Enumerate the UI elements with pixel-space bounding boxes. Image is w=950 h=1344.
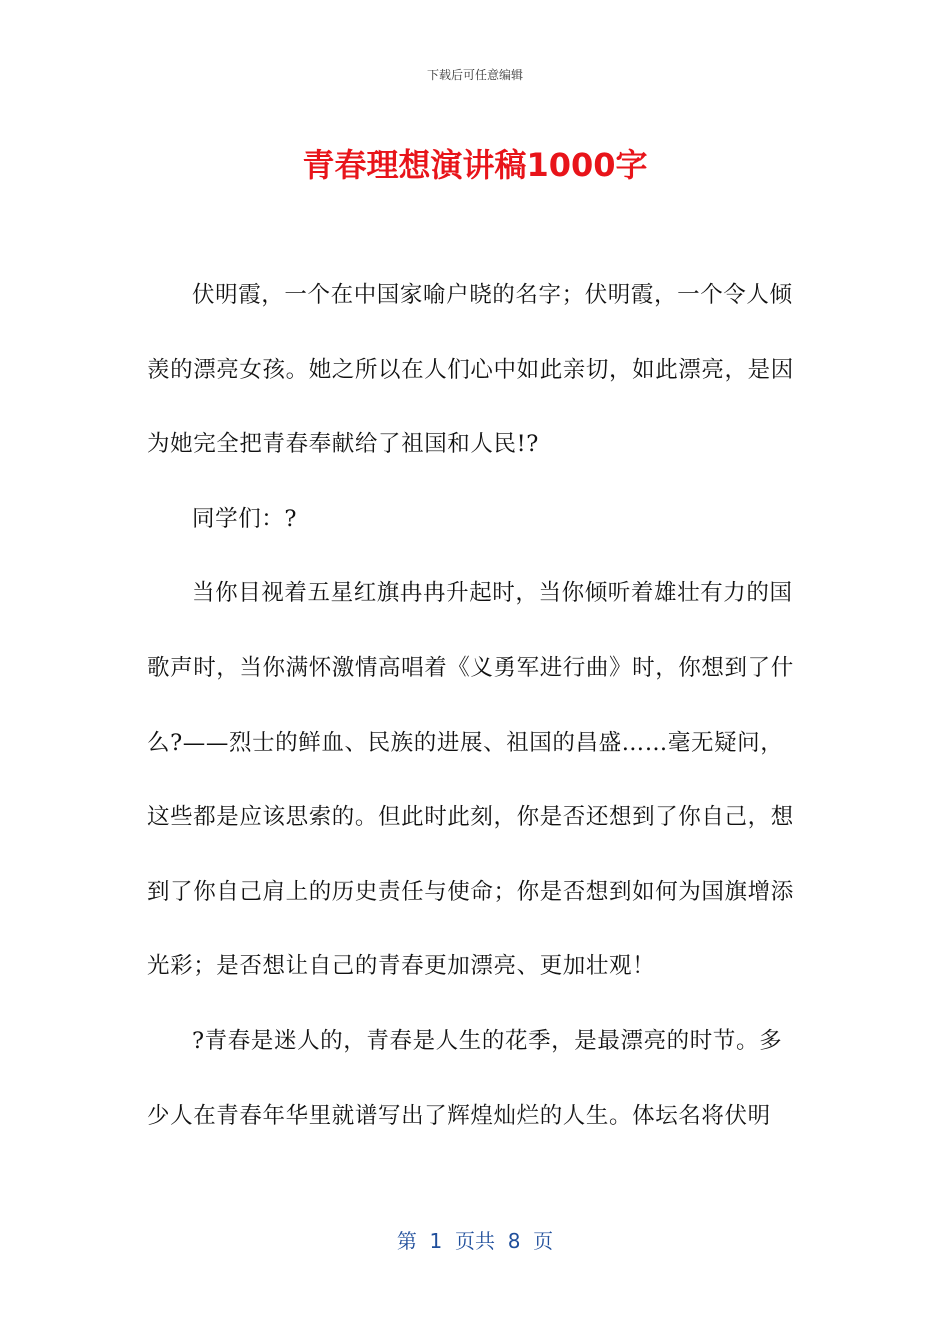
paragraph-4: ?青春是迷人的，青春是人生的花季，是最漂亮的时节。多少人在青春年华里就谱写出了辉煌灿烂的人生。体坛名将伏明 bbox=[147, 1027, 783, 1129]
paragraph-1: 伏明霞，一个在中国家喻户晓的名字；伏明霞，一个令人倾羡的漂亮女孩。她之所以在人们心中如此亲切，如此漂亮，是因为她完全把青春奉献给了祖国和人民!? bbox=[147, 282, 794, 458]
document-body bbox=[147, 258, 803, 1153]
paragraph-3: 当你目视着五星红旗冉冉升起时，当你倾听着雄壮有力的国歌声时，当你满怀激情高唱着《义勇军进行曲》时，你想到了什么?——烈士的鲜血、民族的进展、祖国的昌盛……毫无疑问，这些都是应该思索的。但此时此刻，你是否还想到了你自己，想到了你自己肩上的历史责任与使命；你是否想到如何为国旗增添光彩；是否想让自己的青春更加漂亮、更加壮观！ bbox=[147, 580, 794, 980]
page-footer: 第 1 页共 8 页 bbox=[396, 1229, 554, 1253]
page-title: 青春理想演讲稿1000字 bbox=[302, 146, 648, 184]
header-note: 下载后可任意编辑 bbox=[426, 68, 523, 82]
paragraph-2: 同学们：? bbox=[192, 505, 298, 532]
